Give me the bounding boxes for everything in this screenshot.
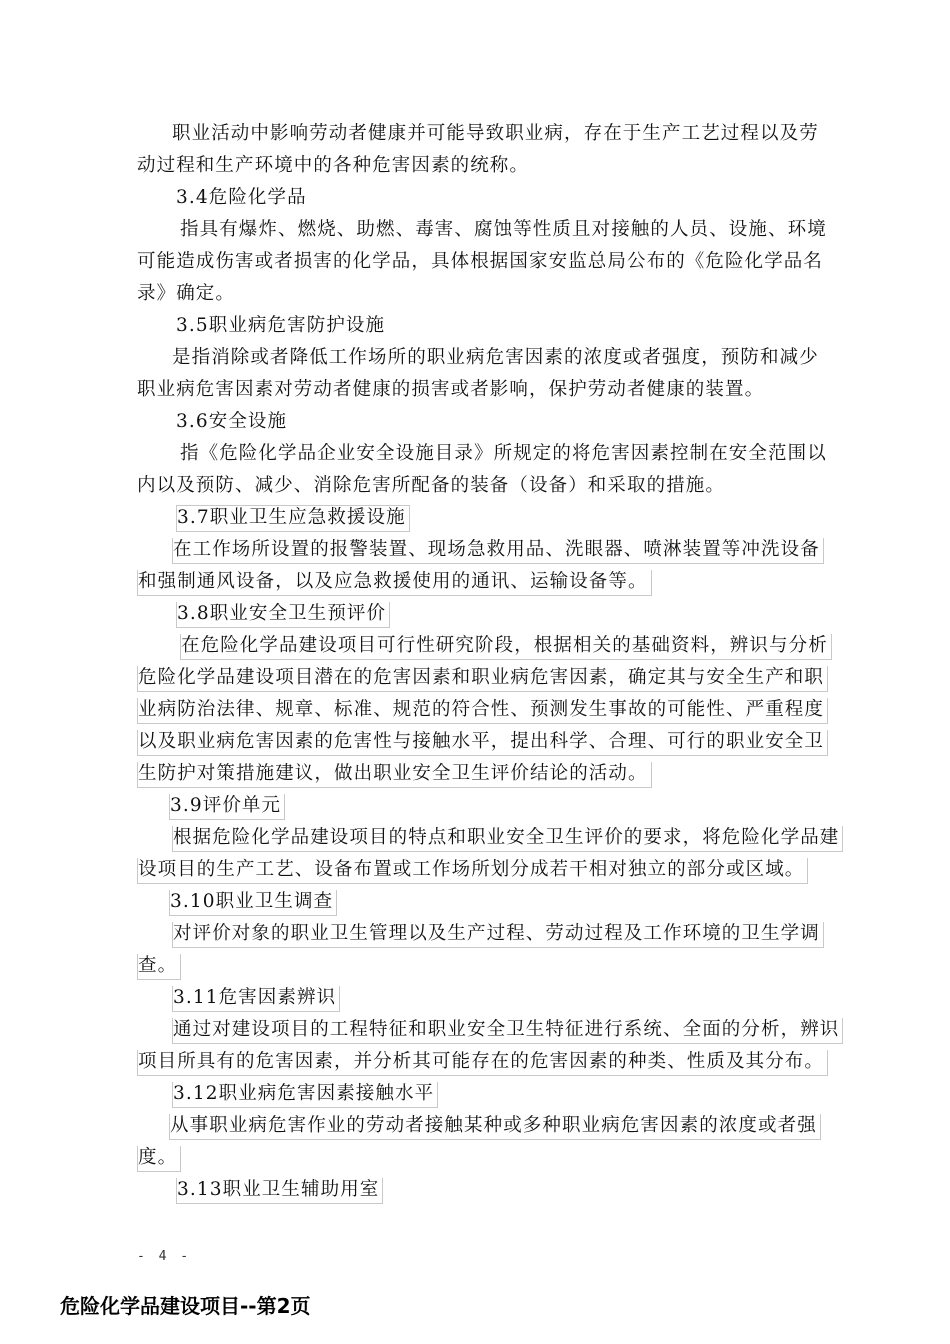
section-heading: 3.6安全设施 — [176, 411, 288, 432]
section-heading: 3.7职业卫生应急救援设施 — [176, 505, 410, 532]
body-text-line: 在危险化学品建设项目可行性研究阶段，根据相关的基础资料，辨识与分析 — [180, 634, 832, 660]
page-number: - 4 - — [137, 1249, 192, 1264]
body-text-line: 职业活动中影响劳动者健康并可能导致职业病，存在于生产工艺过程以及劳 — [172, 123, 819, 144]
section-heading: 3.4危险化学品 — [176, 187, 307, 208]
body-text-line: 查。 — [137, 954, 181, 980]
body-text-line: 指《危险化学品企业安全设施目录》所规定的将危害因素控制在安全范围以 — [180, 443, 827, 464]
section-heading: 3.12职业病危害因素接触水平 — [172, 1082, 438, 1108]
body-text-line: 设项目的生产工艺、设备布置或工作场所划分成若干相对独立的部分或区域。 — [137, 858, 808, 884]
body-text-line: 以及职业病危害因素的危害性与接触水平，提出科学、合理、可行的职业安全卫 — [137, 730, 828, 756]
body-text-line: 度。 — [137, 1146, 181, 1172]
body-text-line: 动过程和生产环境中的各种危害因素的统称。 — [137, 155, 530, 176]
footer-caption: 危险化学品建设项目--第2页 — [60, 1294, 311, 1318]
section-heading: 3.13职业卫生辅助用室 — [176, 1178, 383, 1204]
body-text-line: 是指消除或者降低工作场所的职业病危害因素的浓度或者强度，预防和减少 — [172, 347, 819, 368]
body-text-line: 指具有爆炸、燃烧、助燃、毒害、腐蚀等性质且对接触的人员、设施、环境 — [180, 219, 827, 240]
body-text-line: 职业病危害因素对劳动者健康的损害或者影响，保护劳动者健康的装置。 — [137, 379, 765, 400]
body-text-line: 可能造成伤害或者损害的化学品，具体根据国家安监总局公布的《危险化学品名 — [137, 251, 824, 272]
body-text-line: 项目所具有的危害因素，并分析其可能存在的危害因素的种类、性质及其分布。 — [137, 1050, 828, 1076]
body-text-line: 在工作场所设置的报警装置、现场急救用品、洗眼器、喷淋装置等冲洗设备 — [172, 538, 824, 564]
body-text-line: 根据危险化学品建设项目的特点和职业安全卫生评价的要求，将危险化学品建 — [172, 826, 843, 852]
section-heading: 3.8职业安全卫生预评价 — [176, 602, 390, 628]
body-text-line: 生防护对策措施建议，做出职业安全卫生评价结论的活动。 — [137, 762, 652, 788]
body-text-line: 录》确定。 — [137, 283, 236, 304]
section-heading: 3.11危害因素辨识 — [172, 986, 340, 1012]
body-text-line: 危险化学品建设项目潜在的危害因素和职业病危害因素，确定其与安全生产和职 — [137, 666, 828, 692]
body-text-line: 业病防治法律、规章、标准、规范的符合性、预测发生事故的可能性、严重程度 — [137, 698, 828, 724]
body-text-line: 对评价对象的职业卫生管理以及生产过程、劳动过程及工作环境的卫生学调 — [172, 922, 824, 948]
body-text-line: 通过对建设项目的工程特征和职业安全卫生特征进行系统、全面的分析，辨识 — [172, 1018, 843, 1044]
section-heading: 3.5职业病危害防护设施 — [176, 315, 386, 336]
section-heading: 3.9评价单元 — [169, 794, 285, 820]
body-text-line: 和强制通风设备，以及应急救援使用的通讯、运输设备等。 — [137, 570, 652, 596]
section-heading: 3.10职业卫生调查 — [169, 890, 337, 916]
body-text-line: 从事职业病危害作业的劳动者接触某种或多种职业病危害因素的浓度或者强 — [169, 1114, 821, 1140]
body-text-line: 内以及预防、减少、消除危害所配备的装备（设备）和采取的措施。 — [137, 475, 726, 496]
